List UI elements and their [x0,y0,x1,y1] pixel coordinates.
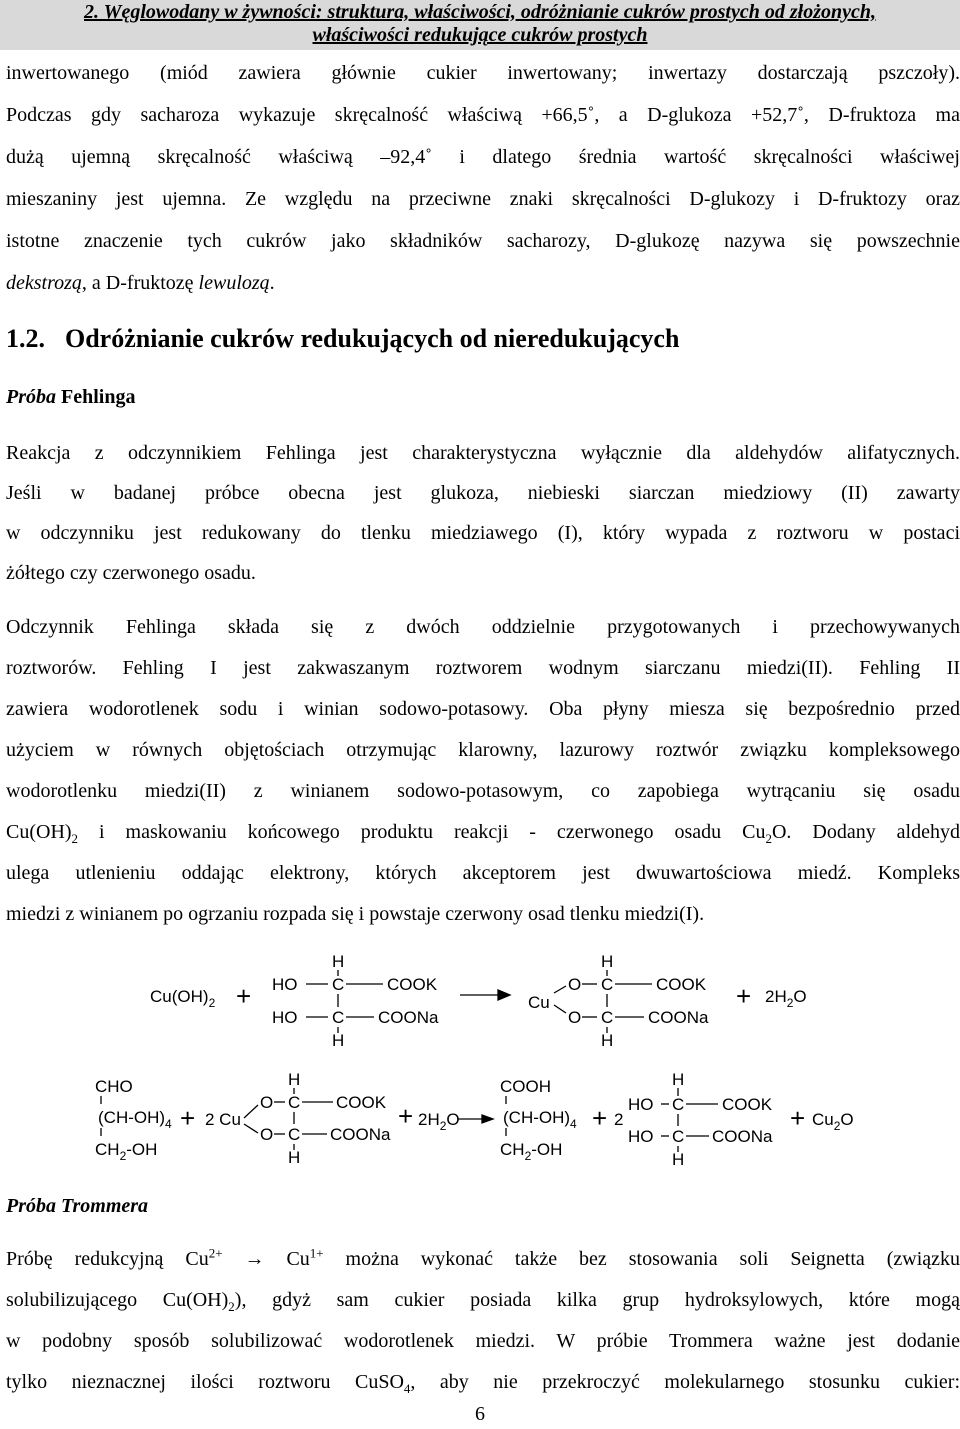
svg-text:COONa: COONa [712,1127,773,1146]
section-title: Odróżnianie cukrów redukujących od nieredukujących [65,324,680,353]
eq2-2cu: 2 Cu [205,1110,241,1129]
fehling-p2-line-8: miedzi z winianem po ogrzaniu rozpada się i powstaje czerwony osad tlenku miedzi(I). [6,903,705,925]
svg-text:COOK: COOK [722,1095,773,1114]
svg-text:H: H [332,1031,345,1050]
trommer-line-2: solubilizującego $Cu(OH)_2$), gdyż sam cukier posiada kilka grup hydroksylowych, które mogą [6,1289,960,1314]
svg-text:COONa: COONa [330,1125,391,1144]
eq2-coef-2: 2 [614,1110,624,1129]
svg-text:COOK: COOK [656,975,707,994]
header-line-2: właściwości redukujące cukrów prostych [312,24,648,46]
svg-text:H: H [288,1070,301,1089]
svg-text:+: + [790,1103,806,1133]
svg-text:O: O [260,1125,274,1144]
eq2-ch2oh-1: $CH_2-OH$ [95,1140,158,1163]
fehling-title: Próba Fehlinga [6,386,136,408]
fehling-p1-line-1: Reakcja z odczynnikiem Fehlinga jest charakterystyczna wyłącznie dla aldehydów alifatycznych. [6,442,960,464]
intro-line-3: dużą ujemną skręcalność właściwą ‒92,4˚ i dlatego średnia wartość skręcalności właściwej [6,146,960,168]
fehling-p2-line-7: ulega utlenieniu oddając elektrony, których akceptorem jest dwuwartościowa miedź. Kompleks [6,862,960,884]
svg-text:HO: HO [272,975,298,994]
svg-text:C: C [601,975,614,994]
fehling-p2-line-2: roztworów. Fehling I jest zakwaszanym roztworem wodnym siarczanu miedzi(II). Fehling II [6,657,960,679]
fehling-p1-line-4: żółtego czy czerwonego osadu. [6,562,256,584]
page-header [0,0,960,50]
eq2-choh-2: $(CH-OH)_4$ [503,1108,577,1131]
intro-line-5: istotne znaczenie tych cukrów jako składników sacharozy, D-glukozę nazywa się powszechnie [6,230,960,252]
eq2-water: $2H_2O$ [418,1110,460,1133]
svg-text:COONa: COONa [648,1008,709,1027]
eq2-cho: CHO [95,1077,133,1096]
intro-line-2: Podczas gdy sacharoza wykazuje skręcalność właściwą +66,5˚, a D-glukoza +52,7˚, D-fruktoza ma [6,104,960,126]
eq2-choh-1: $(CH-OH)_4$ [98,1108,172,1131]
svg-text:O: O [260,1093,274,1112]
trommer-line-3: w podobny sposób solubilizować wodorotlenek miedzi. W próbie Trommera ważne jest dodanie [6,1330,960,1352]
svg-text:COOK: COOK [387,975,438,994]
svg-text:H: H [672,1070,685,1089]
svg-text:H: H [601,1031,614,1050]
fehling-p2-line-6: $Cu(OH)_2$ i maskowaniu końcowego produktu reakcji - czerwonego osadu $Cu_2O$. Dodany aldehyd [6,821,960,846]
section-heading [6,324,679,354]
eq2-cooh: COOH [500,1077,551,1096]
reaction-equation-1 [0,945,960,1060]
svg-text:H: H [288,1148,301,1167]
fehling-p2-line-1: Odczynnik Fehlinga składa się z dwóch oddzielnie przygotowanych i przechowywanych [6,616,960,638]
reaction-equation-2 [0,1070,960,1170]
eq2-cu2o: $Cu_2O$ [812,1110,854,1133]
svg-text:HO: HO [628,1095,654,1114]
term-lewuloza: lewulozą [198,272,270,294]
svg-text:O: O [568,1008,582,1027]
intro-line-1: inwertowanego (miód zawiera głównie cukier inwertowany; inwertazy dostarczają pszczoły). [6,62,960,84]
svg-text:C: C [288,1125,301,1144]
svg-text:+: + [398,1101,414,1131]
svg-text:C: C [332,975,345,994]
svg-text:H: H [672,1150,685,1169]
svg-text:COONa: COONa [378,1008,439,1027]
svg-text:+: + [180,1103,196,1133]
fehling-p2-line-3: zawiera wodorotlenek sodu i winian sodowo-potasowy. Oba płyny miesza się bezpośrednio przed [6,698,960,720]
svg-text:COOK: COOK [336,1093,387,1112]
trommer-line-1: Próbę redukcyjną $Cu^{2+} \to Cu^{1+}$ można wykonać także bez stosowania soli Seignetta (związku [6,1245,960,1270]
svg-text:HO: HO [628,1127,654,1146]
svg-text:+: + [592,1103,608,1133]
svg-text:HO: HO [272,1008,298,1027]
fehling-p1-line-2: Jeśli w badanej próbce obecna jest glukoza, niebieski siarczan miedziowy (II) zawarty [6,482,960,504]
term-dekstroza: dekstrozą [6,272,82,294]
eq2-ch2oh-2: $CH_2-OH$ [500,1140,563,1163]
header-line-1: 2. Węglowodany w żywności: struktura, właściwości, odróżnianie cukrów prostych od złożonych, [84,1,876,23]
trommer-line-4: tylko nieznacznej ilości roztworu CuSO$_4$, aby nie przekroczyć molekularnego stosunku cukier: [6,1371,960,1396]
svg-text:C: C [672,1095,685,1114]
svg-text:C: C [672,1127,685,1146]
svg-text:O: O [568,975,582,994]
svg-text:C: C [601,1008,614,1027]
svg-text:C: C [332,1008,345,1027]
svg-text:H: H [332,952,345,971]
svg-text:Cu: Cu [528,993,550,1012]
section-number: 1.2. [6,324,45,353]
eq1-water: $2H_2O$ [765,987,807,1010]
page-number: 6 [475,1403,485,1425]
svg-text:H: H [601,952,614,971]
fehling-p1-line-3: w odczynniku jest redukowany do tlenku miedziawego (I), który wypada z roztworu w postaci [6,522,960,544]
eq1-plus-1: + [236,981,252,1011]
intro-line-6: dekstrozą, a D-fruktozę lewulozą. [6,272,275,294]
eq1-cuoh2: $Cu(OH)_2$ [150,987,216,1010]
fehling-p2-line-5: wodorotlenku miedzi(II) z winianem sodowo-potasowym, co zapobiega wytrącaniu się osadu [6,780,960,802]
trommer-title: Próba Trommera [6,1195,149,1217]
fehling-p2-line-4: użyciem w równych objętościach otrzymując klarowny, lazurowy roztwór związku kompleksowego [6,739,960,761]
intro-line-4: mieszaniny jest ujemna. Ze względu na przeciwne znaki skręcalności D-glukozy i D-fruktozy oraz [6,188,960,210]
svg-text:C: C [288,1093,301,1112]
eq1-plus-2: + [736,981,752,1011]
